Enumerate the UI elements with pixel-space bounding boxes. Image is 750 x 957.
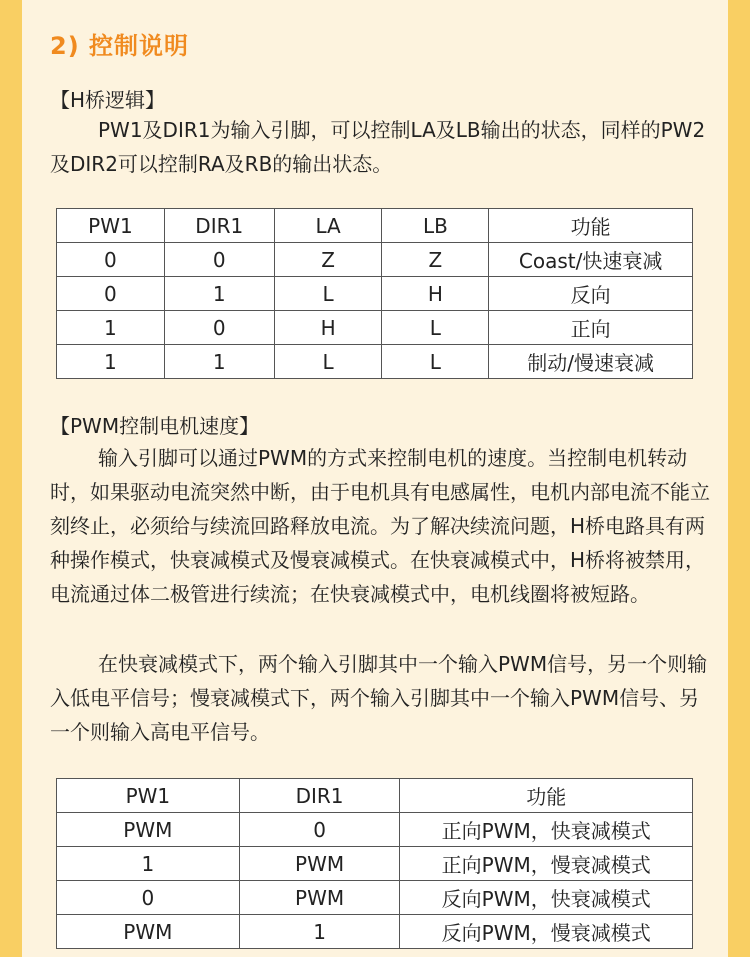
table-cell: 制动/慢速衰减 bbox=[489, 345, 693, 379]
table-cell: 0 bbox=[57, 243, 165, 277]
table-header-cell: 功能 bbox=[400, 779, 693, 813]
pwm-mode-table bbox=[56, 778, 693, 949]
table-row bbox=[57, 847, 693, 881]
table-header-cell: DIR1 bbox=[164, 209, 274, 243]
table-cell: Z bbox=[382, 243, 489, 277]
table-cell: 0 bbox=[57, 881, 240, 915]
table-header-cell: DIR1 bbox=[239, 779, 400, 813]
table-cell: PWM bbox=[239, 881, 400, 915]
table-cell: PWM bbox=[57, 915, 240, 949]
h-bridge-table bbox=[56, 208, 693, 379]
table-row bbox=[57, 881, 693, 915]
table-cell: 正向PWM，快衰减模式 bbox=[400, 813, 693, 847]
table-cell: PWM bbox=[57, 813, 240, 847]
table-header-cell: LA bbox=[274, 209, 382, 243]
table-cell: 1 bbox=[57, 345, 165, 379]
table-cell: H bbox=[382, 277, 489, 311]
table-cell: 0 bbox=[57, 277, 165, 311]
table-cell: L bbox=[274, 277, 382, 311]
table-cell: PWM bbox=[239, 847, 400, 881]
table-header-cell: LB bbox=[382, 209, 489, 243]
h-bridge-paragraph: PW1及DIR1为输入引脚，可以控制LA及LB输出的状态，同样的PW2及DIR2可以控制RA及RB的输出状态。 bbox=[50, 118, 706, 176]
table-header-cell: PW1 bbox=[57, 779, 240, 813]
table-cell: 0 bbox=[164, 311, 274, 345]
table-row bbox=[57, 915, 693, 949]
table-cell: 反向 bbox=[489, 277, 693, 311]
table-row bbox=[57, 243, 693, 277]
table-row bbox=[57, 277, 693, 311]
table-cell: 0 bbox=[239, 813, 400, 847]
table-cell: 正向 bbox=[489, 311, 693, 345]
table-cell: 1 bbox=[164, 277, 274, 311]
table-row bbox=[57, 345, 693, 379]
table-header-row bbox=[57, 779, 693, 813]
table-row bbox=[57, 311, 693, 345]
table-cell: H bbox=[274, 311, 382, 345]
table-header-row bbox=[57, 209, 693, 243]
pwm-control-paragraph-2: 在快衰减模式下，两个输入引脚其中一个输入PWM信号，另一个则输入低电平信号；慢衰减模式下，两个输入引脚其中一个输入PWM信号、另一个则输入高电平信号。 bbox=[50, 652, 708, 744]
h-bridge-heading: 【H桥逻辑】 bbox=[50, 88, 166, 112]
table-cell: L bbox=[274, 345, 382, 379]
table-cell: L bbox=[382, 311, 489, 345]
table-cell: Z bbox=[274, 243, 382, 277]
table-cell: Coast/快速衰减 bbox=[489, 243, 693, 277]
table-cell: L bbox=[382, 345, 489, 379]
table-cell: 1 bbox=[164, 345, 274, 379]
table-cell: 1 bbox=[57, 311, 165, 345]
table-cell: 1 bbox=[57, 847, 240, 881]
table-row bbox=[57, 813, 693, 847]
pwm-control-heading: 【PWM控制电机速度】 bbox=[50, 414, 260, 438]
table-cell: 0 bbox=[164, 243, 274, 277]
section-title: 2) 控制说明 bbox=[50, 32, 190, 60]
table-cell: 反向PWM，慢衰减模式 bbox=[400, 915, 693, 949]
table-cell: 1 bbox=[239, 915, 400, 949]
table-header-cell: PW1 bbox=[57, 209, 165, 243]
table-header-cell: 功能 bbox=[489, 209, 693, 243]
pwm-control-paragraph-1: 输入引脚可以通过PWM的方式来控制电机的速度。当控制电机转动时，如果驱动电流突然中断，由于电机具有电感属性，电机内部电流不能立刻终止，必须给与续流回路释放电流。为了解决续流问题，H桥电路具有两种操作模式，快衰减模式及慢衰减模式。在快衰减模式中，H桥将被禁用，电流通过体二极管进行续流；在快衰减模式中，电机线圈将被短路。 bbox=[50, 446, 710, 606]
table-cell: 反向PWM，快衰减模式 bbox=[400, 881, 693, 915]
table-cell: 正向PWM，慢衰减模式 bbox=[400, 847, 693, 881]
